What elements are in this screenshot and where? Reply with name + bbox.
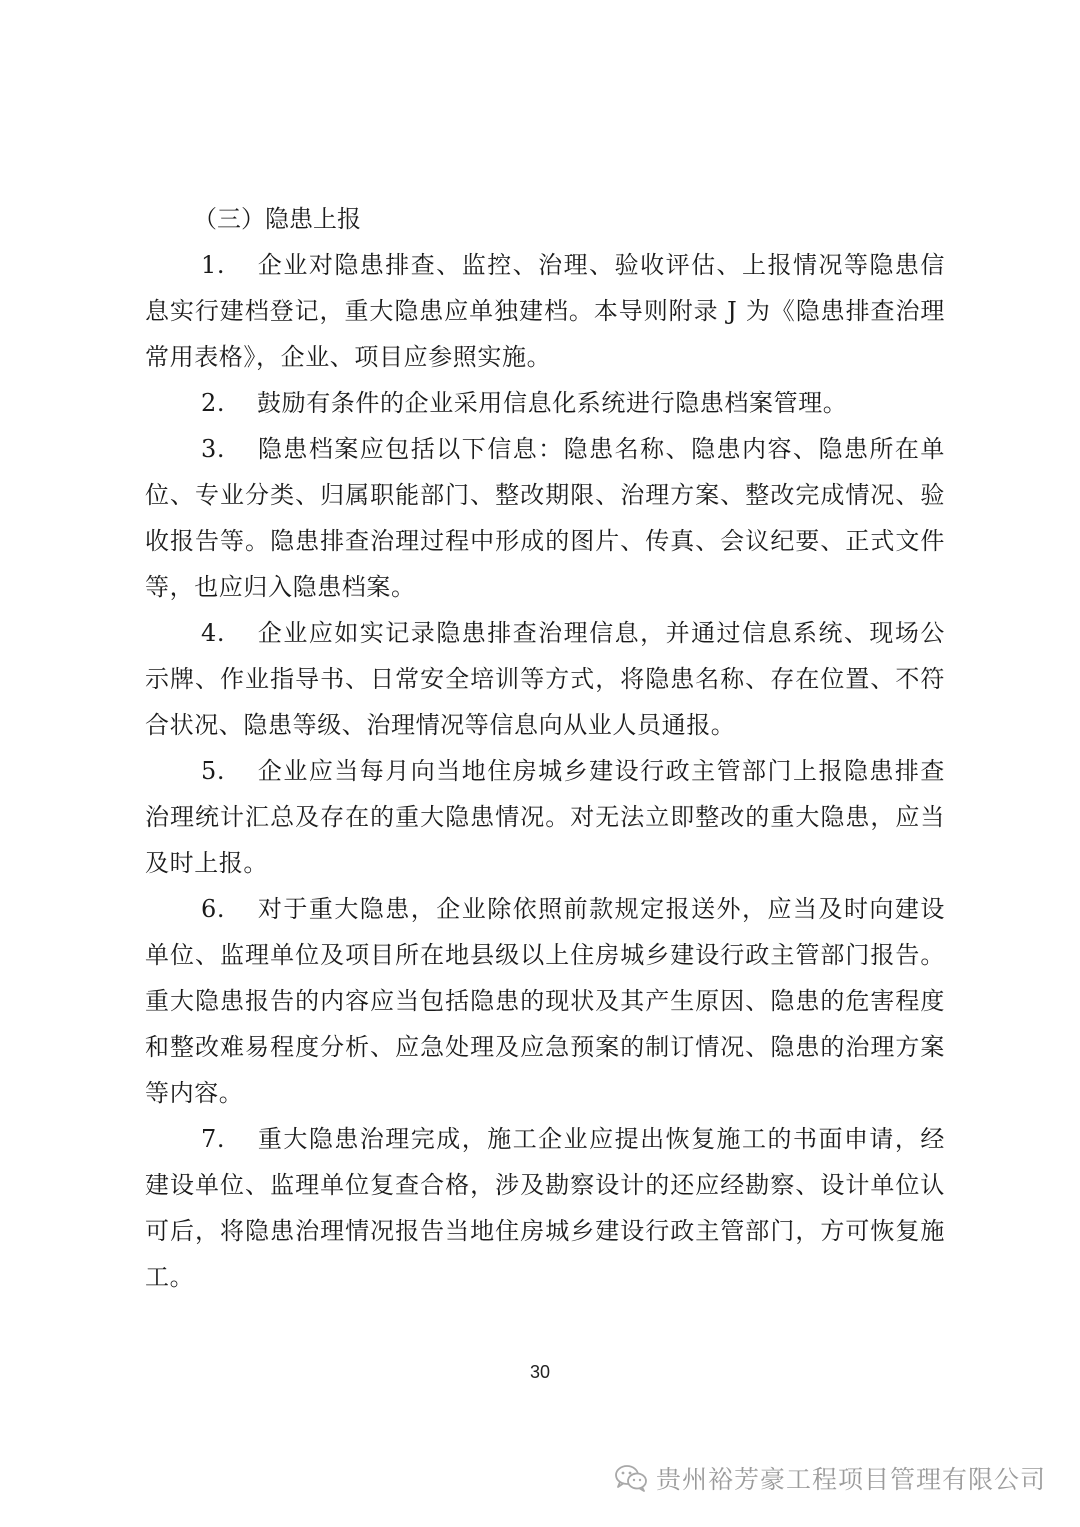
paragraph-number: 6. [201, 895, 226, 923]
paragraph-number: 3. [201, 435, 226, 463]
paragraph-7 [145, 1116, 945, 1300]
watermark-text: 贵州裕芳豪工程项目管理有限公司 [655, 1465, 1046, 1494]
paragraph-6 [145, 886, 945, 1116]
paragraph-number: 5. [201, 757, 226, 785]
page-number: 30 [529, 1362, 551, 1382]
paragraph-number: 1. [201, 251, 226, 279]
paragraph-text: 企业应如实记录隐患排查治理信息，并通过信息系统、现场公示牌、作业指导书、日常安全培训等方式，将隐患名称、存在位置、不符合状况、隐患等级、治理情况等信息向从业人员通报。 [145, 619, 945, 739]
paragraph-2 [145, 380, 945, 426]
paragraph-number: 2. [201, 389, 226, 417]
paragraph-3 [145, 426, 945, 610]
document-body [145, 196, 945, 1300]
paragraph-text: 企业应当每月向当地住房城乡建设行政主管部门上报隐患排查治理统计汇总及存在的重大隐患情况。对无法立即整改的重大隐患，应当及时上报。 [145, 757, 945, 877]
paragraph-number: 7. [201, 1125, 226, 1153]
paragraph-text: 鼓励有条件的企业采用信息化系统进行隐患档案管理。 [257, 389, 848, 417]
paragraph-5 [145, 748, 945, 886]
watermark [614, 1460, 1046, 1496]
wechat-icon [614, 1464, 648, 1492]
paragraph-1 [145, 242, 945, 380]
paragraph-text: 隐患档案应包括以下信息：隐患名称、隐患内容、隐患所在单位、专业分类、归属职能部门、整改期限、治理方案、整改完成情况、验收报告等。隐患排查治理过程中形成的图片、传真、会议纪要、正式文件等，也应归入隐患档案。 [145, 435, 945, 601]
section-heading: （三）隐患上报 [193, 205, 361, 233]
paragraph-text: 企业对隐患排查、监控、治理、验收评估、上报情况等隐患信息实行建档登记，重大隐患应单独建档。本导则附录 J 为《隐患排查治理常用表格》，企业、项目应参照实施。 [145, 251, 945, 371]
paragraph-text: 对于重大隐患，企业除依照前款规定报送外，应当及时向建设单位、监理单位及项目所在地县级以上住房城乡建设行政主管部门报告。重大隐患报告的内容应当包括隐患的现状及其产生原因、隐患的危害程度和整改难易程度分析、应急处理及应急预案的制订情况、隐患的治理方案等内容。 [145, 895, 945, 1107]
paragraph-text: 重大隐患治理完成，施工企业应提出恢复施工的书面申请，经建设单位、监理单位复查合格，涉及勘察设计的还应经勘察、设计单位认可后，将隐患治理情况报告当地住房城乡建设行政主管部门，方可恢复施工。 [145, 1125, 945, 1291]
paragraph-4 [145, 610, 945, 748]
paragraph-number: 4. [201, 619, 226, 647]
